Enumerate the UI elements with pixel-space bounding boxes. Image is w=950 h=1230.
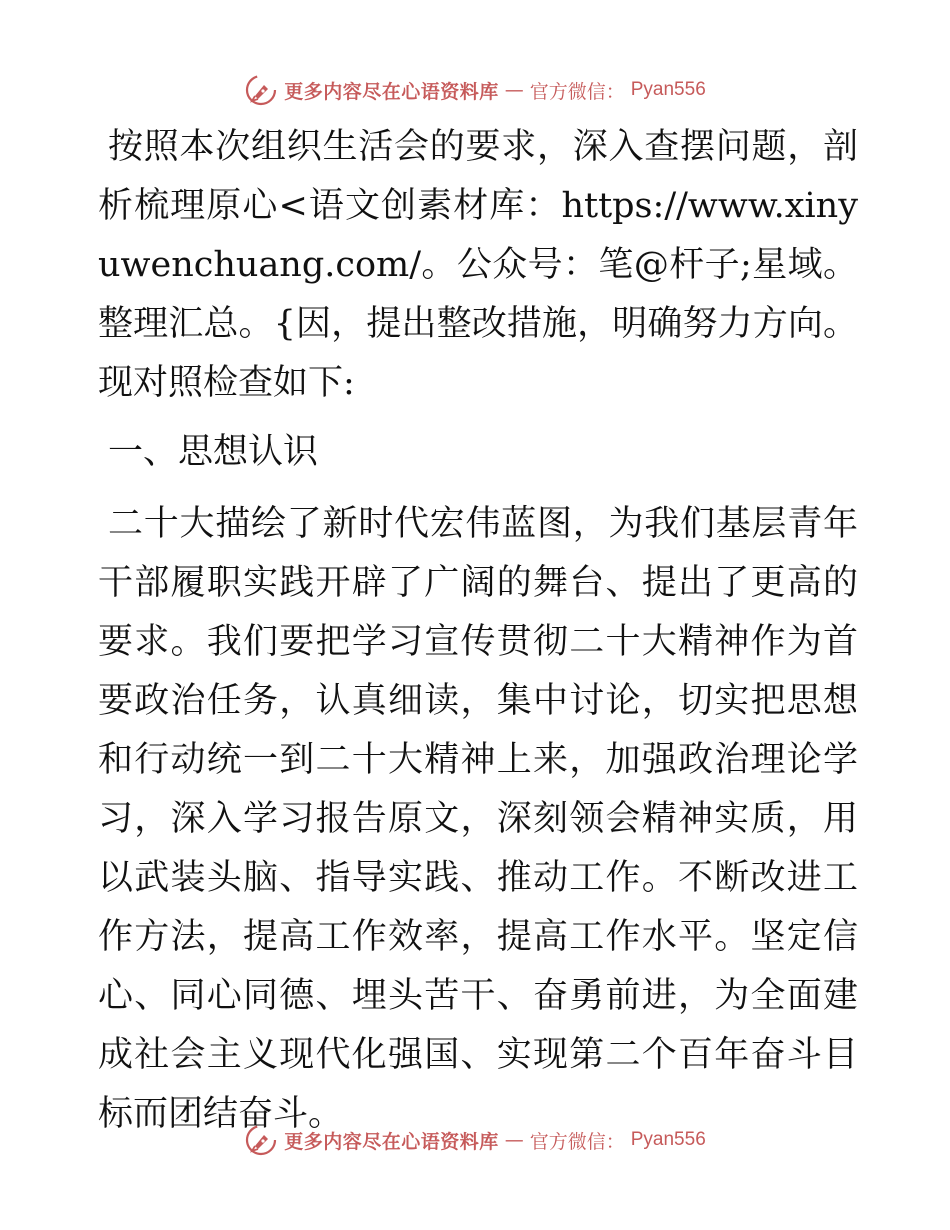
section-heading-thinking: 一、思想认识: [108, 432, 319, 472]
document-body: [98, 118, 858, 1144]
pen-nib-logo-icon: [244, 1123, 278, 1157]
paragraph-intro: 按照本次组织生活会的要求，深入查摆问题，剖析梳理原心<语文创素材库：https://www.xinyuwenchuang.com/。公众号：笔@杆子;星域。整理汇总。{因，提出整改措施，明确努力方向。现对照检查如下:: [98, 127, 858, 403]
watermark-banner-top: [0, 70, 950, 110]
watermark-wechat-id: Pyan556: [630, 79, 706, 100]
watermark-dash: —: [504, 79, 524, 101]
watermark-official-label: 官方微信：: [529, 80, 625, 103]
watermark-brand: 更多内容尽在心语资料库: [284, 80, 499, 103]
watermark-brand: 更多内容尽在心语资料库: [284, 1130, 499, 1153]
watermark-wechat-id: Pyan556: [630, 1129, 706, 1150]
paragraph-twentieth-congress: 二十大描绘了新时代宏伟蓝图，为我们基层青年干部履职实践开辟了广阔的舞台、提出了更高的要求。我们要把学习宣传贯彻二十大精神作为首要政治任务，认真细读，集中讨论，切实把思想和行动统一到二十大精神上来，加强政治理论学习，深入学习报告原文，深刻领会精神实质，用以武装头脑、指导实践、推动工作。不断改进工作方法，提高工作效率，提高工作水平。坚定信心、同心同德、埋头苦干、奋勇前进，为全面建成社会主义现代化强国、实现第二个百年奋斗目标而团结奋斗。: [98, 504, 858, 1134]
watermark-official-label: 官方微信：: [529, 1130, 625, 1153]
pen-nib-logo-icon: [244, 73, 278, 107]
watermark-dash: —: [504, 1129, 524, 1151]
watermark-banner-bottom: [0, 1120, 950, 1160]
